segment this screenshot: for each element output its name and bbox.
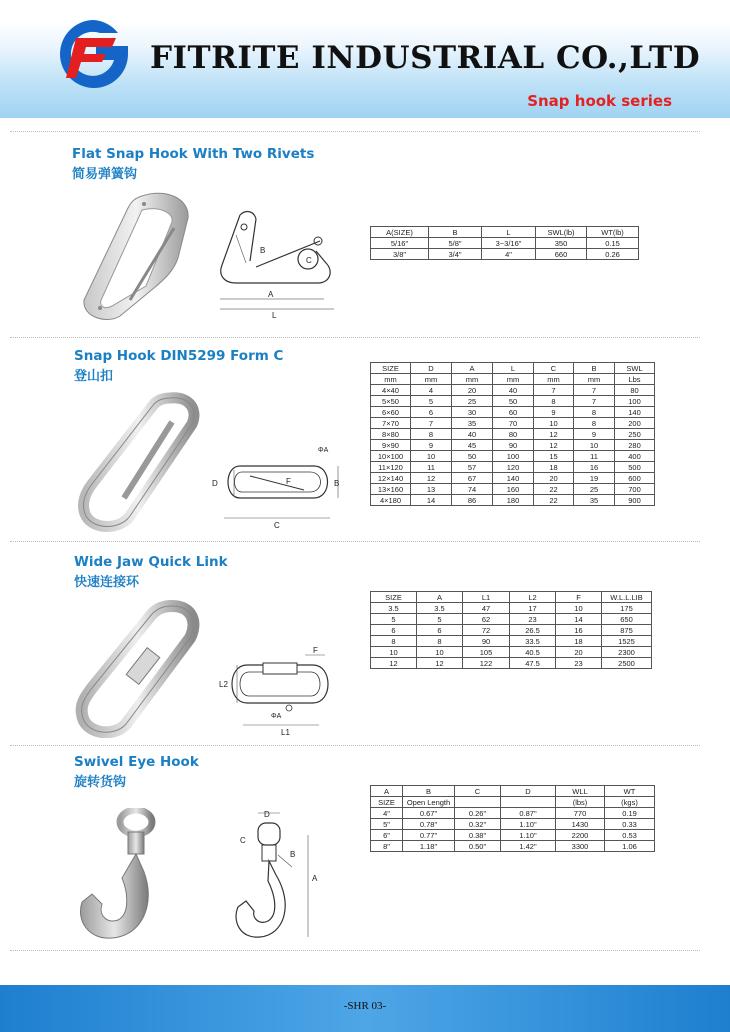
table-row — [371, 658, 652, 669]
page-header — [0, 0, 730, 118]
table-cell: 122 — [463, 658, 510, 669]
flat-snap-hook-photo — [70, 188, 200, 323]
table-cell: 6 — [371, 625, 417, 636]
diagram-label: ΦA — [271, 713, 282, 720]
table-cell: 1.10" — [501, 830, 556, 841]
table-cell: 50 — [493, 396, 534, 407]
table-cell: 0.32" — [455, 819, 501, 830]
table-cell: 18 — [534, 462, 574, 473]
table-row — [371, 808, 655, 819]
table-cell: 600 — [615, 473, 655, 484]
table-cell: 20 — [534, 473, 574, 484]
table-cell: 11×120 — [371, 462, 411, 473]
table-cell: L1 — [463, 592, 510, 603]
table-cell: 875 — [602, 625, 652, 636]
table-cell: 45 — [452, 440, 493, 451]
spec-table — [370, 785, 655, 852]
section-subtitle: 旋转货钩 — [74, 775, 127, 790]
table-cell: mm — [534, 374, 574, 385]
table-cell: 200 — [615, 418, 655, 429]
table-row — [371, 462, 655, 473]
table-cell: 3.5 — [371, 603, 417, 614]
table-cell: mm — [411, 374, 452, 385]
table-cell: 650 — [602, 614, 652, 625]
diagram-label: A — [312, 874, 318, 883]
diagram-label: C — [274, 521, 280, 530]
table-cell: 7 — [574, 385, 615, 396]
diagram-label: F — [286, 477, 291, 486]
table-cell: 12 — [534, 440, 574, 451]
table-cell: 40.5 — [510, 647, 556, 658]
table-cell: mm — [574, 374, 615, 385]
table-cell: B — [574, 363, 615, 374]
table-cell: 22 — [534, 495, 574, 506]
table-cell: 5/8" — [429, 238, 482, 249]
table-cell: 8 — [411, 429, 452, 440]
table-cell: 90 — [493, 440, 534, 451]
table-row — [371, 473, 655, 484]
table-cell: 10 — [417, 647, 463, 658]
diagram-label: B — [260, 246, 266, 255]
company-logo — [56, 16, 132, 92]
diagram-label: C — [306, 256, 312, 265]
table-cell: A — [371, 786, 403, 797]
quick-link-drawing — [215, 645, 345, 740]
table-cell: 5 — [417, 614, 463, 625]
table-cell: 16 — [574, 462, 615, 473]
table-cell: 13 — [411, 484, 452, 495]
table-cell: 1.18" — [403, 841, 455, 852]
table-cell: 5/16" — [371, 238, 429, 249]
table-cell: 700 — [615, 484, 655, 495]
table-row — [371, 647, 652, 658]
diagram-label: B — [290, 850, 296, 859]
table-cell: 350 — [536, 238, 587, 249]
table-cell: 2300 — [602, 647, 652, 658]
table-cell: L — [482, 227, 536, 238]
spec-table — [370, 362, 655, 506]
table-header-row — [371, 363, 655, 374]
table-cell: D — [411, 363, 452, 374]
table-cell: 74 — [452, 484, 493, 495]
spec-table — [370, 591, 652, 669]
diagram-label: F — [313, 646, 318, 655]
table-cell: 7 — [534, 385, 574, 396]
table-cell: 0.77" — [403, 830, 455, 841]
table-row — [371, 484, 655, 495]
table-row — [371, 451, 655, 462]
table-row — [371, 396, 655, 407]
table-cell: 3/8" — [371, 249, 429, 260]
table-cell: 12 — [534, 429, 574, 440]
spec-table — [370, 226, 639, 260]
table-cell: 4×40 — [371, 385, 411, 396]
table-cell: 100 — [493, 451, 534, 462]
diagram-label: A — [268, 290, 274, 299]
table-cell: 10 — [371, 647, 417, 658]
table-header-row — [371, 227, 639, 238]
table-cell: 7 — [574, 396, 615, 407]
table-cell: 67 — [452, 473, 493, 484]
table-cell: 8 — [574, 407, 615, 418]
table-cell: mm — [371, 374, 411, 385]
table-cell: WT(lb) — [587, 227, 639, 238]
table-cell: 20 — [452, 385, 493, 396]
table-cell: 0.78" — [403, 819, 455, 830]
table-cell: 23 — [556, 658, 602, 669]
table-cell: 400 — [615, 451, 655, 462]
section-subtitle: 登山扣 — [74, 369, 114, 384]
table-cell — [455, 797, 501, 808]
section-divider — [10, 337, 700, 338]
table-cell: 23 — [510, 614, 556, 625]
table-cell: 0.53 — [605, 830, 655, 841]
table-cell: 0.38" — [455, 830, 501, 841]
table-cell: 7×70 — [371, 418, 411, 429]
table-cell: C — [455, 786, 501, 797]
section-divider — [10, 541, 700, 542]
table-cell: 15 — [534, 451, 574, 462]
diagram-label: C — [240, 836, 246, 845]
table-cell: A — [452, 363, 493, 374]
table-cell: 5 — [411, 396, 452, 407]
table-cell: 47.5 — [510, 658, 556, 669]
table-cell: 1430 — [556, 819, 605, 830]
table-cell: 0.19 — [605, 808, 655, 819]
table-cell: SWL — [615, 363, 655, 374]
table-cell: 13×160 — [371, 484, 411, 495]
table-header-row — [371, 592, 652, 603]
table-cell: 1525 — [602, 636, 652, 647]
table-cell: 10 — [534, 418, 574, 429]
table-cell: SIZE — [371, 592, 417, 603]
table-cell: 86 — [452, 495, 493, 506]
quick-link-photo — [72, 598, 202, 738]
table-cell: 4" — [371, 808, 403, 819]
table-cell: 0.15 — [587, 238, 639, 249]
table-cell: 3/4" — [429, 249, 482, 260]
table-cell: 100 — [615, 396, 655, 407]
table-cell: 62 — [463, 614, 510, 625]
table-cell: 3.5 — [417, 603, 463, 614]
series-title: Snap hook series — [527, 92, 672, 110]
swivel-eye-hook-photo — [72, 808, 182, 943]
table-cell: SWL(lb) — [536, 227, 587, 238]
diagram-label: D — [264, 810, 270, 819]
table-cell: 4" — [482, 249, 536, 260]
table-cell: 9 — [411, 440, 452, 451]
table-cell: 5" — [371, 819, 403, 830]
company-name: FITRITE INDUSTRIAL CO.,LTD — [150, 40, 701, 76]
table-header-row — [371, 786, 655, 797]
table-cell: 0.33 — [605, 819, 655, 830]
table-cell: A(SIZE) — [371, 227, 429, 238]
table-cell: 40 — [452, 429, 493, 440]
table-cell: 1.06 — [605, 841, 655, 852]
table-cell: 180 — [493, 495, 534, 506]
table-cell: 6" — [371, 830, 403, 841]
diagram-label: L1 — [281, 728, 290, 737]
table-cell: 9 — [574, 429, 615, 440]
table-cell: 57 — [452, 462, 493, 473]
table-cell: 6×60 — [371, 407, 411, 418]
table-cell: 80 — [615, 385, 655, 396]
flat-snap-hook-drawing — [210, 205, 340, 320]
table-cell: 1.42" — [501, 841, 556, 852]
table-cell: 500 — [615, 462, 655, 473]
table-cell: 660 — [536, 249, 587, 260]
table-cell: 8 — [417, 636, 463, 647]
table-cell: 0.26 — [587, 249, 639, 260]
table-cell: 8 — [371, 636, 417, 647]
table-cell: mm — [452, 374, 493, 385]
header-divider — [10, 131, 700, 132]
table-cell: 770 — [556, 808, 605, 819]
diagram-label: ΦA — [318, 447, 329, 454]
table-cell: 12×140 — [371, 473, 411, 484]
table-cell: 14 — [411, 495, 452, 506]
table-cell: B — [429, 227, 482, 238]
table-cell: 11 — [411, 462, 452, 473]
table-cell: 60 — [493, 407, 534, 418]
table-row — [371, 429, 655, 440]
table-cell: 18 — [556, 636, 602, 647]
table-cell: Lbs — [615, 374, 655, 385]
table-row — [371, 603, 652, 614]
table-cell: 12 — [417, 658, 463, 669]
table-cell: F — [556, 592, 602, 603]
table-cell: 0.26" — [455, 808, 501, 819]
table-cell: 10 — [556, 603, 602, 614]
table-cell: 35 — [452, 418, 493, 429]
table-cell: 8" — [371, 841, 403, 852]
table-cell: 900 — [615, 495, 655, 506]
table-row — [371, 625, 652, 636]
table-cell: 105 — [463, 647, 510, 658]
table-cell: SIZE — [371, 797, 403, 808]
table-cell: 9 — [534, 407, 574, 418]
section-divider — [10, 745, 700, 746]
table-cell: WT — [605, 786, 655, 797]
table-cell: L2 — [510, 592, 556, 603]
table-row — [371, 407, 655, 418]
table-cell: W.L.L.LIB — [602, 592, 652, 603]
table-cell: 20 — [556, 647, 602, 658]
table-cell: 47 — [463, 603, 510, 614]
table-cell: 140 — [615, 407, 655, 418]
table-cell: 72 — [463, 625, 510, 636]
table-cell: 30 — [452, 407, 493, 418]
table-row — [371, 418, 655, 429]
table-cell: mm — [493, 374, 534, 385]
table-row — [371, 841, 655, 852]
table-cell: 5×50 — [371, 396, 411, 407]
table-cell: 5 — [371, 614, 417, 625]
table-cell: Open Length — [403, 797, 455, 808]
table-cell: 10 — [574, 440, 615, 451]
swivel-eye-hook-drawing — [228, 805, 338, 945]
table-row — [371, 614, 652, 625]
table-row — [371, 385, 655, 396]
table-cell: 70 — [493, 418, 534, 429]
table-cell: 160 — [493, 484, 534, 495]
diagram-label: L2 — [219, 680, 228, 689]
table-row — [371, 495, 655, 506]
table-cell: 19 — [574, 473, 615, 484]
table-cell: 3~3/16" — [482, 238, 536, 249]
table-cell: 250 — [615, 429, 655, 440]
table-cell: (kgs) — [605, 797, 655, 808]
table-row — [371, 374, 655, 385]
table-cell: 1.10" — [501, 819, 556, 830]
table-cell: 80 — [493, 429, 534, 440]
table-row — [371, 238, 639, 249]
table-cell: 50 — [452, 451, 493, 462]
table-cell: 6 — [417, 625, 463, 636]
table-cell: 8 — [534, 396, 574, 407]
table-cell: 4×180 — [371, 495, 411, 506]
table-cell: 0.50" — [455, 841, 501, 852]
table-cell — [501, 797, 556, 808]
table-cell: 40 — [493, 385, 534, 396]
table-cell: 2200 — [556, 830, 605, 841]
table-cell: 10×100 — [371, 451, 411, 462]
table-cell: 8×80 — [371, 429, 411, 440]
table-cell: SIZE — [371, 363, 411, 374]
table-cell: 2500 — [602, 658, 652, 669]
section-title: Flat Snap Hook With Two Rivets — [72, 146, 315, 162]
table-cell: WLL — [556, 786, 605, 797]
table-cell: 25 — [574, 484, 615, 495]
section-title: Wide Jaw Quick Link — [74, 554, 228, 570]
diagram-label: L — [272, 311, 277, 320]
table-cell: B — [403, 786, 455, 797]
section-title: Snap Hook DIN5299 Form C — [74, 348, 284, 364]
table-row — [371, 797, 655, 808]
table-cell: 9×90 — [371, 440, 411, 451]
snap-hook-din5299-photo — [72, 392, 202, 532]
table-cell: 0.87" — [501, 808, 556, 819]
section-subtitle: 快速连接环 — [74, 575, 140, 590]
table-cell: 7 — [411, 418, 452, 429]
table-row — [371, 636, 652, 647]
table-cell: 25 — [452, 396, 493, 407]
table-cell: 4 — [411, 385, 452, 396]
table-cell: 175 — [602, 603, 652, 614]
table-cell: 140 — [493, 473, 534, 484]
table-cell: 0.67" — [403, 808, 455, 819]
page-number: -SHR 03- — [343, 1000, 387, 1012]
table-cell: 120 — [493, 462, 534, 473]
table-cell: 22 — [534, 484, 574, 495]
table-row — [371, 440, 655, 451]
section-title: Swivel Eye Hook — [74, 754, 199, 770]
table-row — [371, 249, 639, 260]
table-cell: 12 — [411, 473, 452, 484]
table-cell: 10 — [411, 451, 452, 462]
table-cell: 90 — [463, 636, 510, 647]
table-cell: 33.5 — [510, 636, 556, 647]
table-cell: 16 — [556, 625, 602, 636]
diagram-label: D — [212, 479, 218, 488]
table-cell: (lbs) — [556, 797, 605, 808]
snap-hook-din5299-drawing — [210, 440, 350, 530]
table-cell: A — [417, 592, 463, 603]
diagram-label: B — [334, 479, 340, 488]
table-cell: 280 — [615, 440, 655, 451]
table-cell: 14 — [556, 614, 602, 625]
table-cell: 8 — [574, 418, 615, 429]
table-cell: 3300 — [556, 841, 605, 852]
table-cell: C — [534, 363, 574, 374]
table-cell: 26.5 — [510, 625, 556, 636]
table-cell: 35 — [574, 495, 615, 506]
section-divider — [10, 950, 700, 951]
table-row — [371, 830, 655, 841]
table-cell: 17 — [510, 603, 556, 614]
table-cell: 6 — [411, 407, 452, 418]
table-cell: L — [493, 363, 534, 374]
section-subtitle: 简易弹簧钩 — [72, 167, 138, 182]
table-cell: D — [501, 786, 556, 797]
table-cell: 11 — [574, 451, 615, 462]
table-row — [371, 819, 655, 830]
table-cell: 12 — [371, 658, 417, 669]
